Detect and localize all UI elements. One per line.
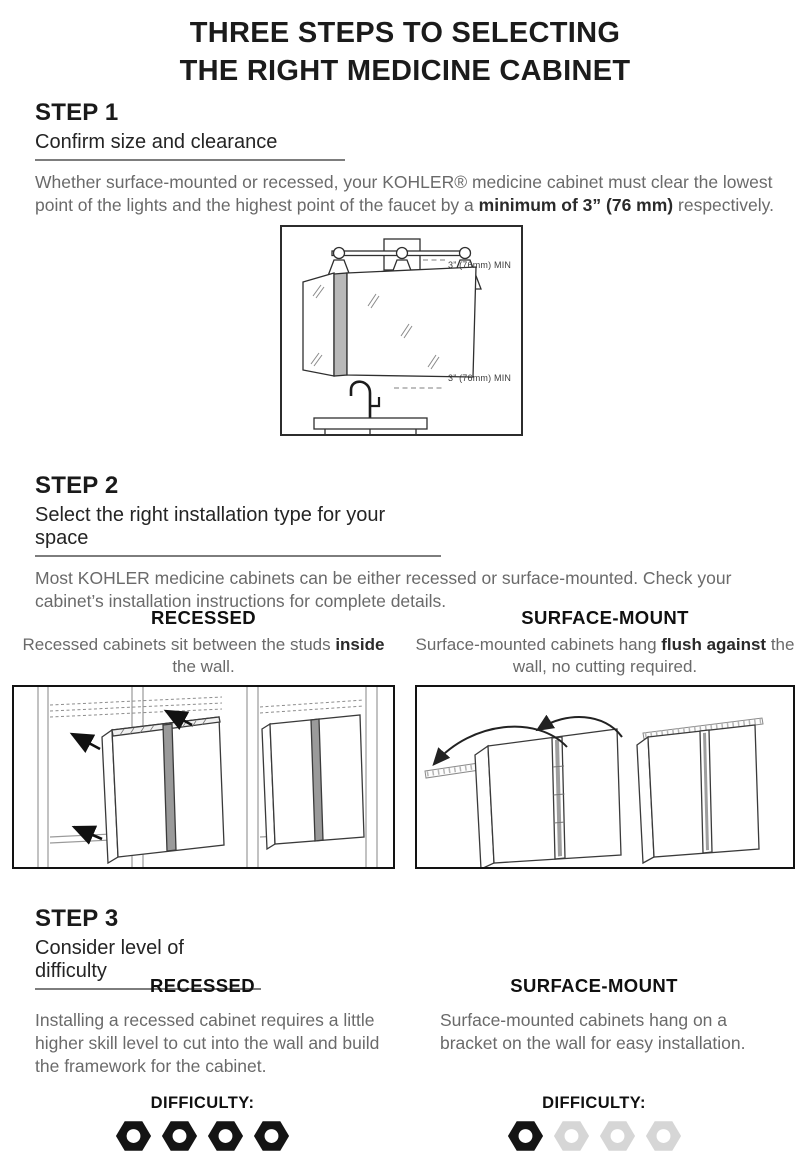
surface-difficulty-label: DIFFICULTY: xyxy=(542,1094,646,1112)
step1-body-post: respectively. xyxy=(673,195,774,216)
surface-desc-bold: flush against xyxy=(661,635,767,654)
step1-body-pre: Whether surface-mounted or recessed, your KOHLER® medicine cabinet must clear the lowest point of the lights and the highest point of the faucet by a xyxy=(35,172,773,216)
page-title xyxy=(0,15,810,90)
recessed-title: RECESSED xyxy=(151,607,256,628)
hex-nut-icon xyxy=(161,1120,198,1152)
step3-heading: STEP 3 xyxy=(35,905,119,932)
recessed-difficulty-title: RECESSED xyxy=(150,975,255,996)
clearance-label-top: 3” (76mm) MIN xyxy=(448,260,512,270)
step1-body-bold: minimum of 3” (76 mm) xyxy=(478,195,674,216)
hex-nut-icon xyxy=(507,1120,544,1152)
recessed-desc xyxy=(12,634,395,678)
hex-nut-icon xyxy=(553,1120,590,1152)
step3-subheading: Consider level of difficulty xyxy=(35,937,261,990)
surface-mount-column xyxy=(415,607,795,869)
installation-type-columns xyxy=(0,607,810,879)
surface-difficulty-rating xyxy=(428,1120,760,1152)
surface-mount-illustration xyxy=(415,685,795,869)
recessed-desc-bold: inside xyxy=(335,635,385,654)
recessed-desc-pre: Recessed cabinets sit between the studs xyxy=(22,635,336,654)
recessed-difficulty-label: DIFFICULTY: xyxy=(150,1094,255,1112)
recessed-difficulty-desc: Installing a recessed cabinet requires a little higher skill level to cut into the wall and build the framework for the cabinet. xyxy=(35,1010,380,1076)
surface-difficulty-column xyxy=(428,975,760,1175)
recessed-illustration xyxy=(12,685,395,869)
hex-nut-icon xyxy=(645,1120,682,1152)
recessed-column xyxy=(12,607,395,869)
recessed-desc-post: the wall. xyxy=(172,656,235,676)
step1-section xyxy=(35,99,780,217)
surface-difficulty-title: SURFACE-MOUNT xyxy=(510,975,678,996)
recessed-difficulty xyxy=(20,1094,385,1152)
hex-nut-icon xyxy=(599,1120,636,1152)
clearance-diagram-drawing xyxy=(282,227,521,434)
step2-section xyxy=(35,472,780,613)
surface-difficulty-desc: Surface-mounted cabinets hang on a bracket on the wall for easy installation. xyxy=(440,1010,746,1053)
step2-heading: STEP 2 xyxy=(35,472,119,499)
step1-subheading: Confirm size and clearance xyxy=(35,131,345,161)
surface-mount-illustration-drawing xyxy=(417,687,793,867)
hex-nut-icon xyxy=(115,1120,152,1152)
recessed-difficulty-rating xyxy=(20,1120,385,1152)
surface-desc-post: the wall, no cutting required. xyxy=(512,635,795,676)
step2-subheading: Select the right installation type for your space xyxy=(35,504,441,557)
page-title-line1: THREE STEPS TO SELECTING xyxy=(189,17,621,49)
step2-body: Most KOHLER medicine cabinets can be either recessed or surface-mounted. Check your cabinet’s installation instructions for complete details. xyxy=(35,568,732,612)
step1-heading: STEP 1 xyxy=(35,99,119,126)
surface-mount-desc xyxy=(415,634,795,678)
difficulty-columns xyxy=(0,975,810,1176)
hex-nut-icon xyxy=(207,1120,244,1152)
hex-nut-icon xyxy=(253,1120,290,1152)
page-title-line2: THE RIGHT MEDICINE CABINET xyxy=(179,54,631,87)
clearance-label-bottom: 3” (76mm) MIN xyxy=(448,373,512,383)
step1-body xyxy=(35,171,780,217)
surface-mount-title: SURFACE-MOUNT xyxy=(521,607,689,628)
clearance-diagram xyxy=(280,225,523,436)
recessed-illustration-drawing xyxy=(14,687,393,867)
surface-difficulty xyxy=(428,1094,760,1152)
surface-desc-pre: Surface-mounted cabinets hang xyxy=(415,635,662,654)
recessed-difficulty-column xyxy=(20,975,385,1175)
